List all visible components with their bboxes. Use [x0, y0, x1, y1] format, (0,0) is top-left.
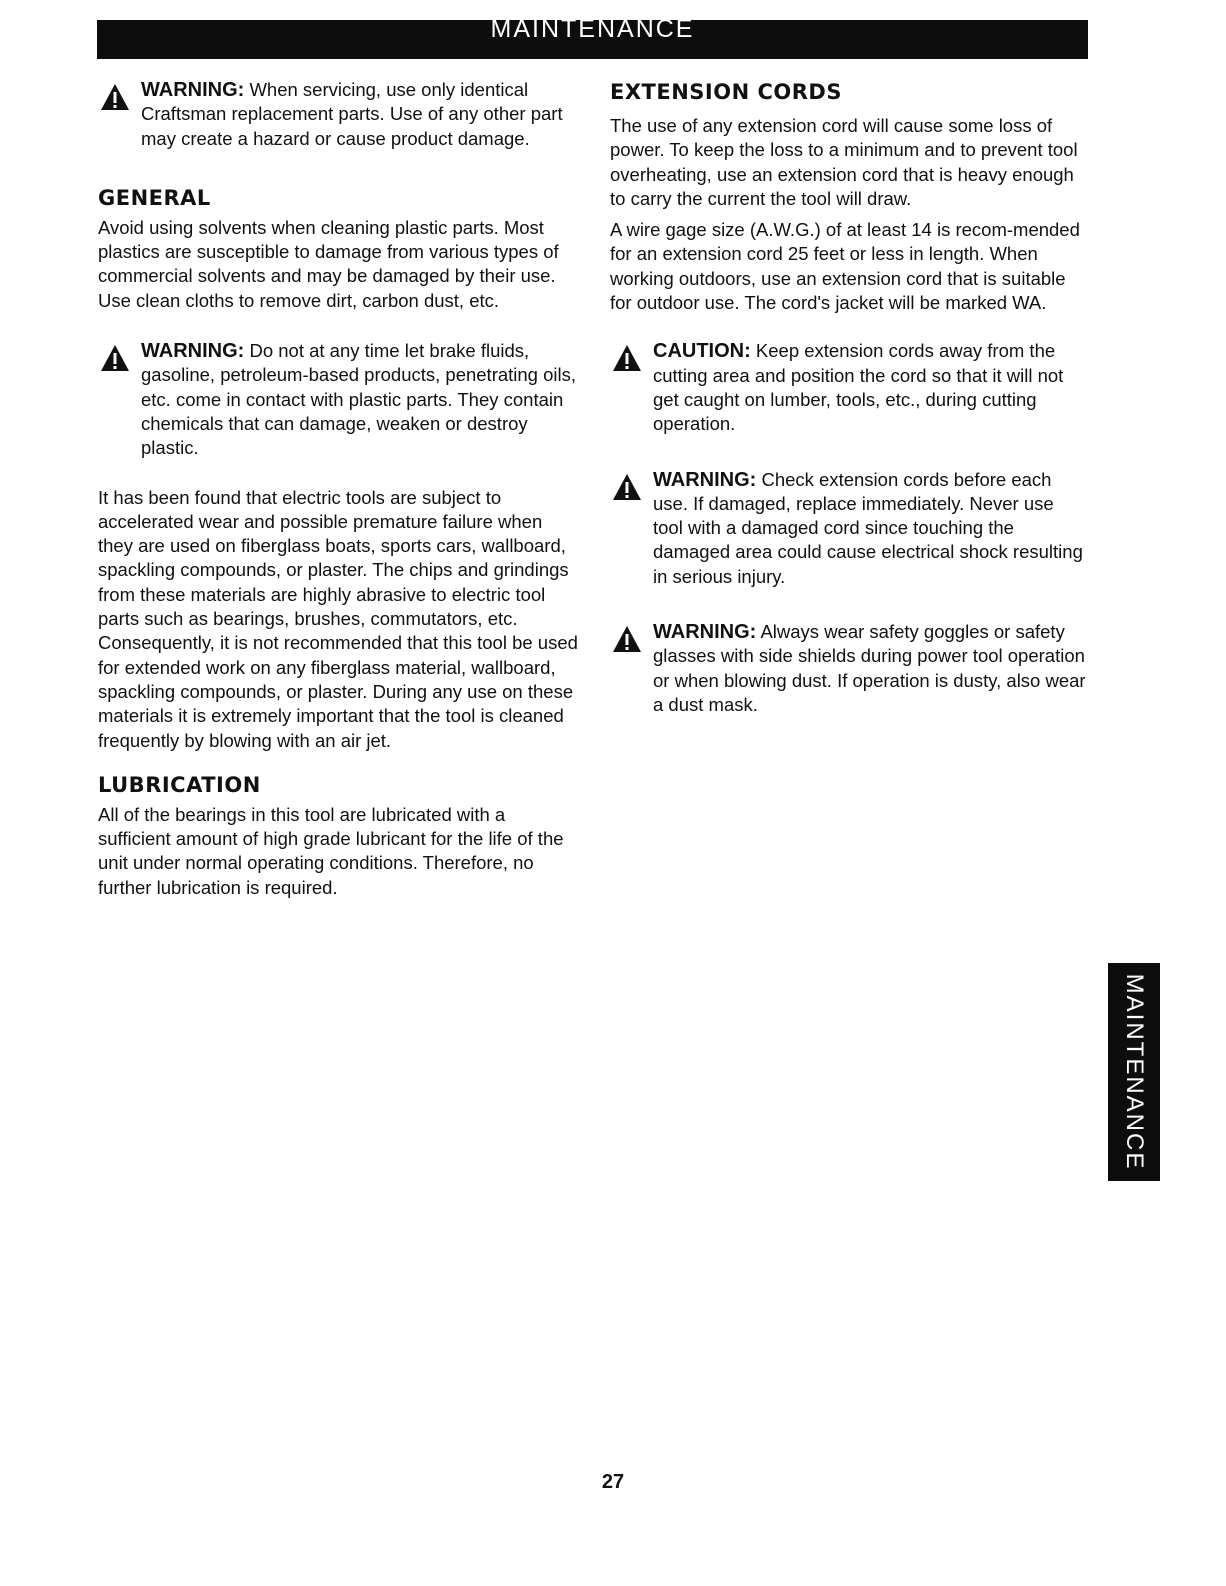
warning-text: Check extension cords before each use. If damaged, replace immediately. Never use tool with a damaged cord since touching the damaged area could cause electrical shock resulting in serious injury. [653, 468, 1083, 587]
warning-label: WARNING: [653, 468, 757, 491]
caution-cord-position [610, 339, 1088, 436]
page-title: MAINTENANCE [490, 15, 695, 43]
left-column [98, 78, 578, 900]
general-heading: GENERAL [98, 185, 211, 210]
caution-text: Keep extension cords away from the cutting area and position the cord so that it will not get caught on lumber, tools, etc., during cutting operation. [653, 340, 1064, 435]
warning-triangle-icon [612, 473, 642, 501]
warning-text: Always wear safety goggles or safety glasses with side shields during power tool operation or when blowing dust. If operation is dusty, also wear a dust mask. [653, 621, 1086, 715]
warning-label: WARNING: [141, 79, 245, 101]
warning-check-cords [610, 468, 1088, 589]
warning-text: Do not at any time let brake fluids, gasoline, petroleum-based products, penetrating oils, etc. come in contact with plastic parts. They contain chemicals that can damage, weaken or destroy plastic. [141, 340, 577, 459]
extension-text-2: A wire gage size (A.W.G.) of at least 14 is recom-mended for an extension cord 25 feet or less in length. When working outdoors, use an extension cord that is suitable for outdoor use. The cord's jacket will be marked WA. [610, 219, 1080, 314]
side-tab [1108, 963, 1160, 1181]
warning-text: When servicing, use only identical Craftsman replacement parts. Use of any other part may create a hazard or cause product damage. [141, 79, 563, 149]
warning-triangle-icon [612, 625, 642, 653]
extension-cords-heading: EXTENSION CORDS [610, 80, 842, 104]
general-text: Avoid using solvents when cleaning plastic parts. Most plastics are susceptible to damage from various types of commercial solvents and may be damaged by their use. Use clean cloths to remove dirt, carbon dust, etc. [98, 216, 559, 311]
side-tab-label: MAINTENANCE [1121, 973, 1148, 1171]
page-number: 27 [601, 1471, 625, 1493]
warning-triangle-icon [100, 344, 130, 372]
warning-solvents [98, 339, 578, 460]
right-column [610, 78, 1088, 717]
warning-safety-goggles [610, 620, 1088, 717]
extension-text-1: The use of any extension cord will cause some loss of power. To keep the loss to a minimum and to prevent tool overheating, use an extension cord that is heavy enough to carry the current the tool will draw. [610, 115, 1078, 209]
warning-label: WARNING: [141, 340, 245, 363]
warning-label: WARNING: [653, 621, 757, 644]
header-bar [97, 15, 1088, 59]
lubrication-heading: LUBRICATION [98, 772, 261, 797]
warning-triangle-icon [612, 344, 642, 372]
warning-replacement-parts [98, 78, 578, 151]
lubrication-text: All of the bearings in this tool are lubricated with a sufficient amount of high grade lubricant for the life of the unit under normal operating conditions. Therefore, no further lubrication is required. [98, 803, 564, 898]
fiberglass-text: It has been found that electric tools are subject to accelerated wear and possible premature failure when they are used on fiberglass boats, sports cars, wallboard, spackling compounds, or plaster. The chips and grindings from these materials are highly abrasive to electric tool parts such as bearings, brushes, commutators, etc. Consequently, it is not recommended that this tool be used for extended work on any fiberglass material, wallboard, spackling compounds, or plaster. During any use on these materials it is extremely important that the tool is cleaned frequently by blowing with an air jet. [98, 486, 578, 751]
warning-triangle-icon [100, 83, 130, 111]
caution-label: CAUTION: [653, 340, 751, 363]
